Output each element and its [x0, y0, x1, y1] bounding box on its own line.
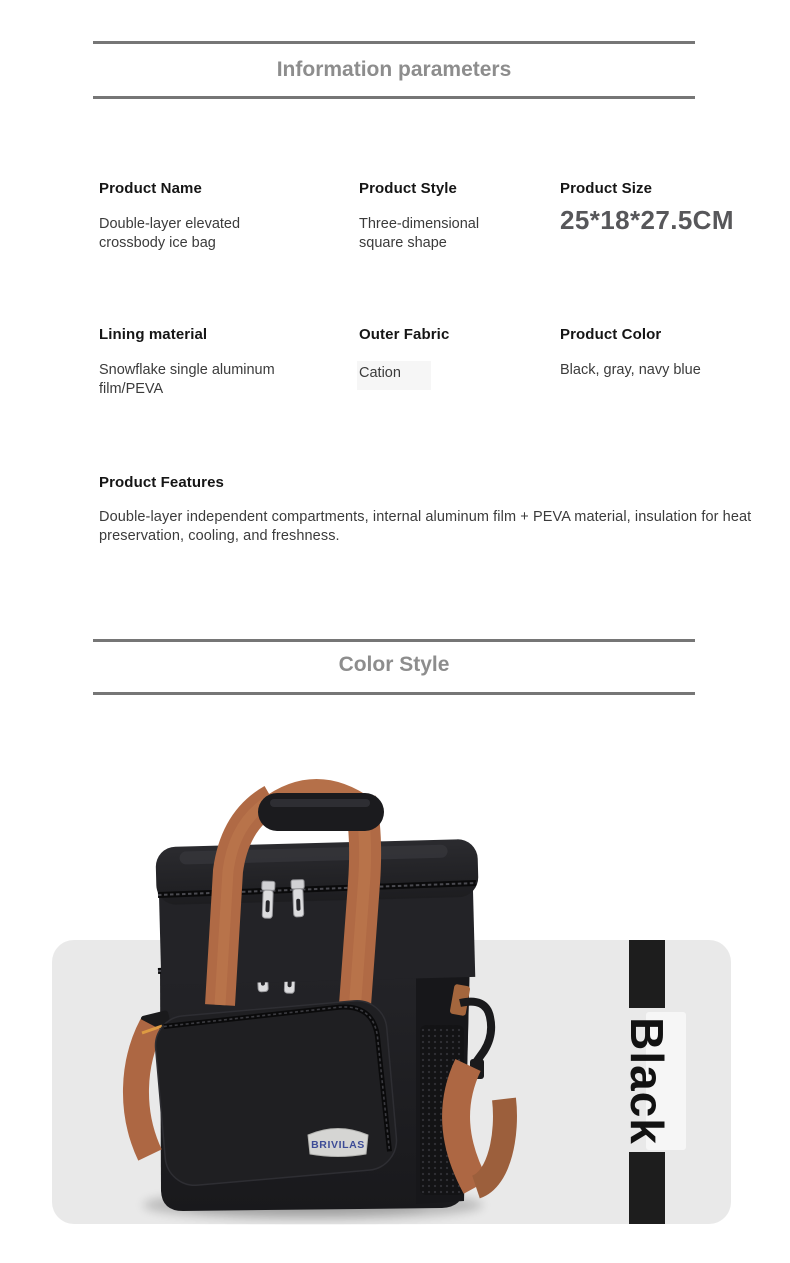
divider-line	[93, 41, 695, 44]
zipper-pull	[291, 880, 305, 917]
field-product-features	[99, 474, 763, 545]
field-product-style	[359, 180, 524, 252]
divider-line	[93, 96, 695, 99]
section-title-color-style: Color Style	[338, 653, 450, 676]
field-label: Product Features	[99, 474, 224, 491]
field-value-size: 25*18*27.5CM	[560, 205, 734, 235]
front-pocket	[153, 998, 399, 1188]
cooler-bag-photo	[108, 763, 540, 1225]
brand-label-text: BRIVILAS	[311, 1139, 365, 1151]
field-label: Lining material	[99, 326, 208, 343]
field-label: Product Size	[560, 180, 653, 197]
handle-pad	[258, 793, 384, 831]
field-label: Product Name	[99, 180, 202, 197]
field-product-size	[560, 180, 772, 235]
color-name-label: Black	[621, 1017, 673, 1145]
field-label: Outer Fabric	[359, 326, 450, 343]
color-swatch-bar-top	[629, 940, 665, 1008]
field-value: Cation	[357, 361, 431, 390]
section-title-information-parameters: Information parameters	[276, 58, 512, 81]
field-label: Product Style	[359, 180, 457, 197]
divider-line	[93, 692, 695, 695]
zipper-pull	[261, 881, 275, 918]
field-product-name	[99, 180, 299, 252]
field-label: Product Color	[560, 326, 662, 343]
color-swatch-bar-bottom	[629, 1152, 665, 1224]
field-value: Black, gray, navy blue	[560, 362, 701, 378]
features-text: Double-layer independent compartments, internal aluminum film + PEVA material, insulation for heat preservation, cooling, and freshness.	[99, 509, 752, 544]
field-outer-fabric	[359, 326, 524, 390]
handle-pad-highlight	[270, 799, 370, 807]
field-value: Snowflake single aluminum film/PEVA	[99, 362, 275, 397]
field-product-color	[560, 326, 772, 380]
left-shoulder-strap-end	[136, 1025, 152, 1155]
field-value: Double-layer elevated crossbody ice bag	[99, 216, 241, 251]
shoulder-strap-loop-front	[456, 1065, 476, 1187]
divider-line	[93, 639, 695, 642]
field-lining-material	[99, 326, 299, 398]
field-value: Three-dimensional square shape	[359, 216, 480, 251]
shoulder-strap-loop-back	[476, 1099, 505, 1187]
